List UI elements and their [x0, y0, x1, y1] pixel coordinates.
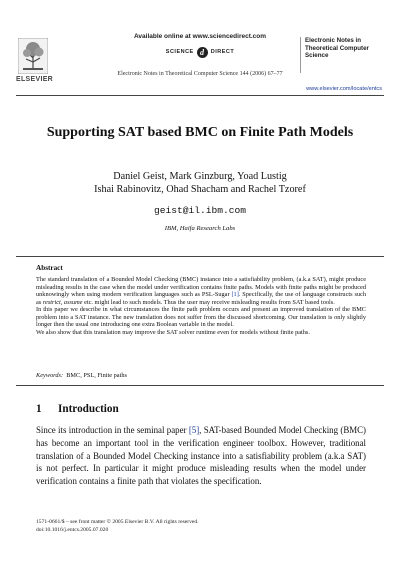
- sciencedirect-right: DIRECT: [210, 49, 235, 55]
- section-number: 1: [36, 403, 42, 415]
- section-text-2: , SAT-based Bounded Model Checking (BMC) has become an important tool in the verification engineer toolbox. However, traditional translation of a Bounded Model Checking instance into a satisfiability problem (a.k.a SAT) is not perfect. In particular it might produce misleading results when the model under verification contains a finite path that violates the specification.: [36, 425, 367, 487]
- section-text-1: Since its introduction in the seminal paper: [36, 425, 187, 435]
- paper-title: Supporting SAT based BMC on Finite Path Models: [46, 125, 354, 140]
- sciencedirect-left: SCIENCE: [165, 49, 194, 55]
- affiliation: IBM, Haifa Research Labs: [164, 225, 236, 232]
- authors-line-1: Daniel Geist, Mark Ginzburg, Yoad Lustig: [113, 171, 287, 182]
- section-title: Introduction: [58, 403, 119, 415]
- doi-line: doi:10.1016/j.entcs.2005.07.020: [36, 527, 109, 533]
- abstract-paragraph-3: We also show that this translation may improve the SAT solver runtime even for models without finite paths.: [36, 328, 310, 336]
- keywords-text: BMC, PSL, Finite paths: [66, 372, 127, 379]
- abstract-heading: Abstract: [36, 264, 63, 272]
- author-list: [0, 170, 400, 197]
- sciencedirect-symbol: d: [197, 47, 208, 58]
- reference-link[interactable]: [5]: [188, 425, 200, 435]
- journal-name: Electronic Notes in Theoretical Computer Science: [300, 37, 388, 73]
- abstract-p1-mid: . Specifically, the use of language constructs such as: [36, 291, 367, 306]
- page-footer: [36, 518, 199, 534]
- elsevier-tree-logo: [18, 38, 48, 74]
- abstract-p1-text: The standard translation of a Bounded Model Checking (BMC) instance into a satisfiability problem, (a.k.a SAT), might produce misleading results in the case when the model under verification contains finite paths. Models with finite paths might be produced unknowingly when using modern verification languages such as PSL-Sugar: [36, 276, 366, 298]
- header-divider: [16, 95, 384, 96]
- abstract-body: [36, 276, 366, 336]
- abstract-paragraph-2: In this paper we describe in what circumstances the finite path problem occurs and present an improved translation of the BMC problem into a SAT instance. The new translation does not suffer from the discussed shortcoming. Our translation is only slightly longer then the usual one introducing one extra Boolean variable in the model.: [36, 306, 366, 328]
- authors-line-2: Ishai Rabinovitz, Ohad Shacham and Rachel Tzoref: [94, 184, 306, 196]
- abstract-bottom-rule: [16, 385, 384, 386]
- section-body: [36, 424, 366, 488]
- section-heading: [36, 403, 119, 415]
- abstract-top-rule: [16, 256, 384, 257]
- keywords: [36, 372, 127, 379]
- reference-link[interactable]: [1]: [231, 291, 239, 298]
- keywords-label: Keywords:: [36, 372, 64, 379]
- abstract-p1-after: etc. might lead to such models. Thus the user may receive misleading results from SAT based tools.: [84, 298, 335, 306]
- journal-url-link[interactable]: www.elsevier.com/locate/entcs: [306, 86, 382, 92]
- abstract-p1-italic: restrict, assume: [42, 298, 83, 306]
- copyright-line: 1571-0661/$ – see front matter © 2005 Elsevier B.V. All rights reserved.: [36, 519, 199, 525]
- publisher-name: ELSEVIER: [16, 76, 54, 83]
- available-online-text: Available online at www.sciencedirect.com: [133, 33, 267, 40]
- journal-citation: Electronic Notes in Theoretical Computer Science 144 (2006) 67–77: [117, 71, 283, 77]
- abstract-paragraph-1: [36, 276, 366, 306]
- author-email: geist@il.ibm.com: [153, 205, 247, 216]
- sciencedirect-logo: [150, 46, 250, 58]
